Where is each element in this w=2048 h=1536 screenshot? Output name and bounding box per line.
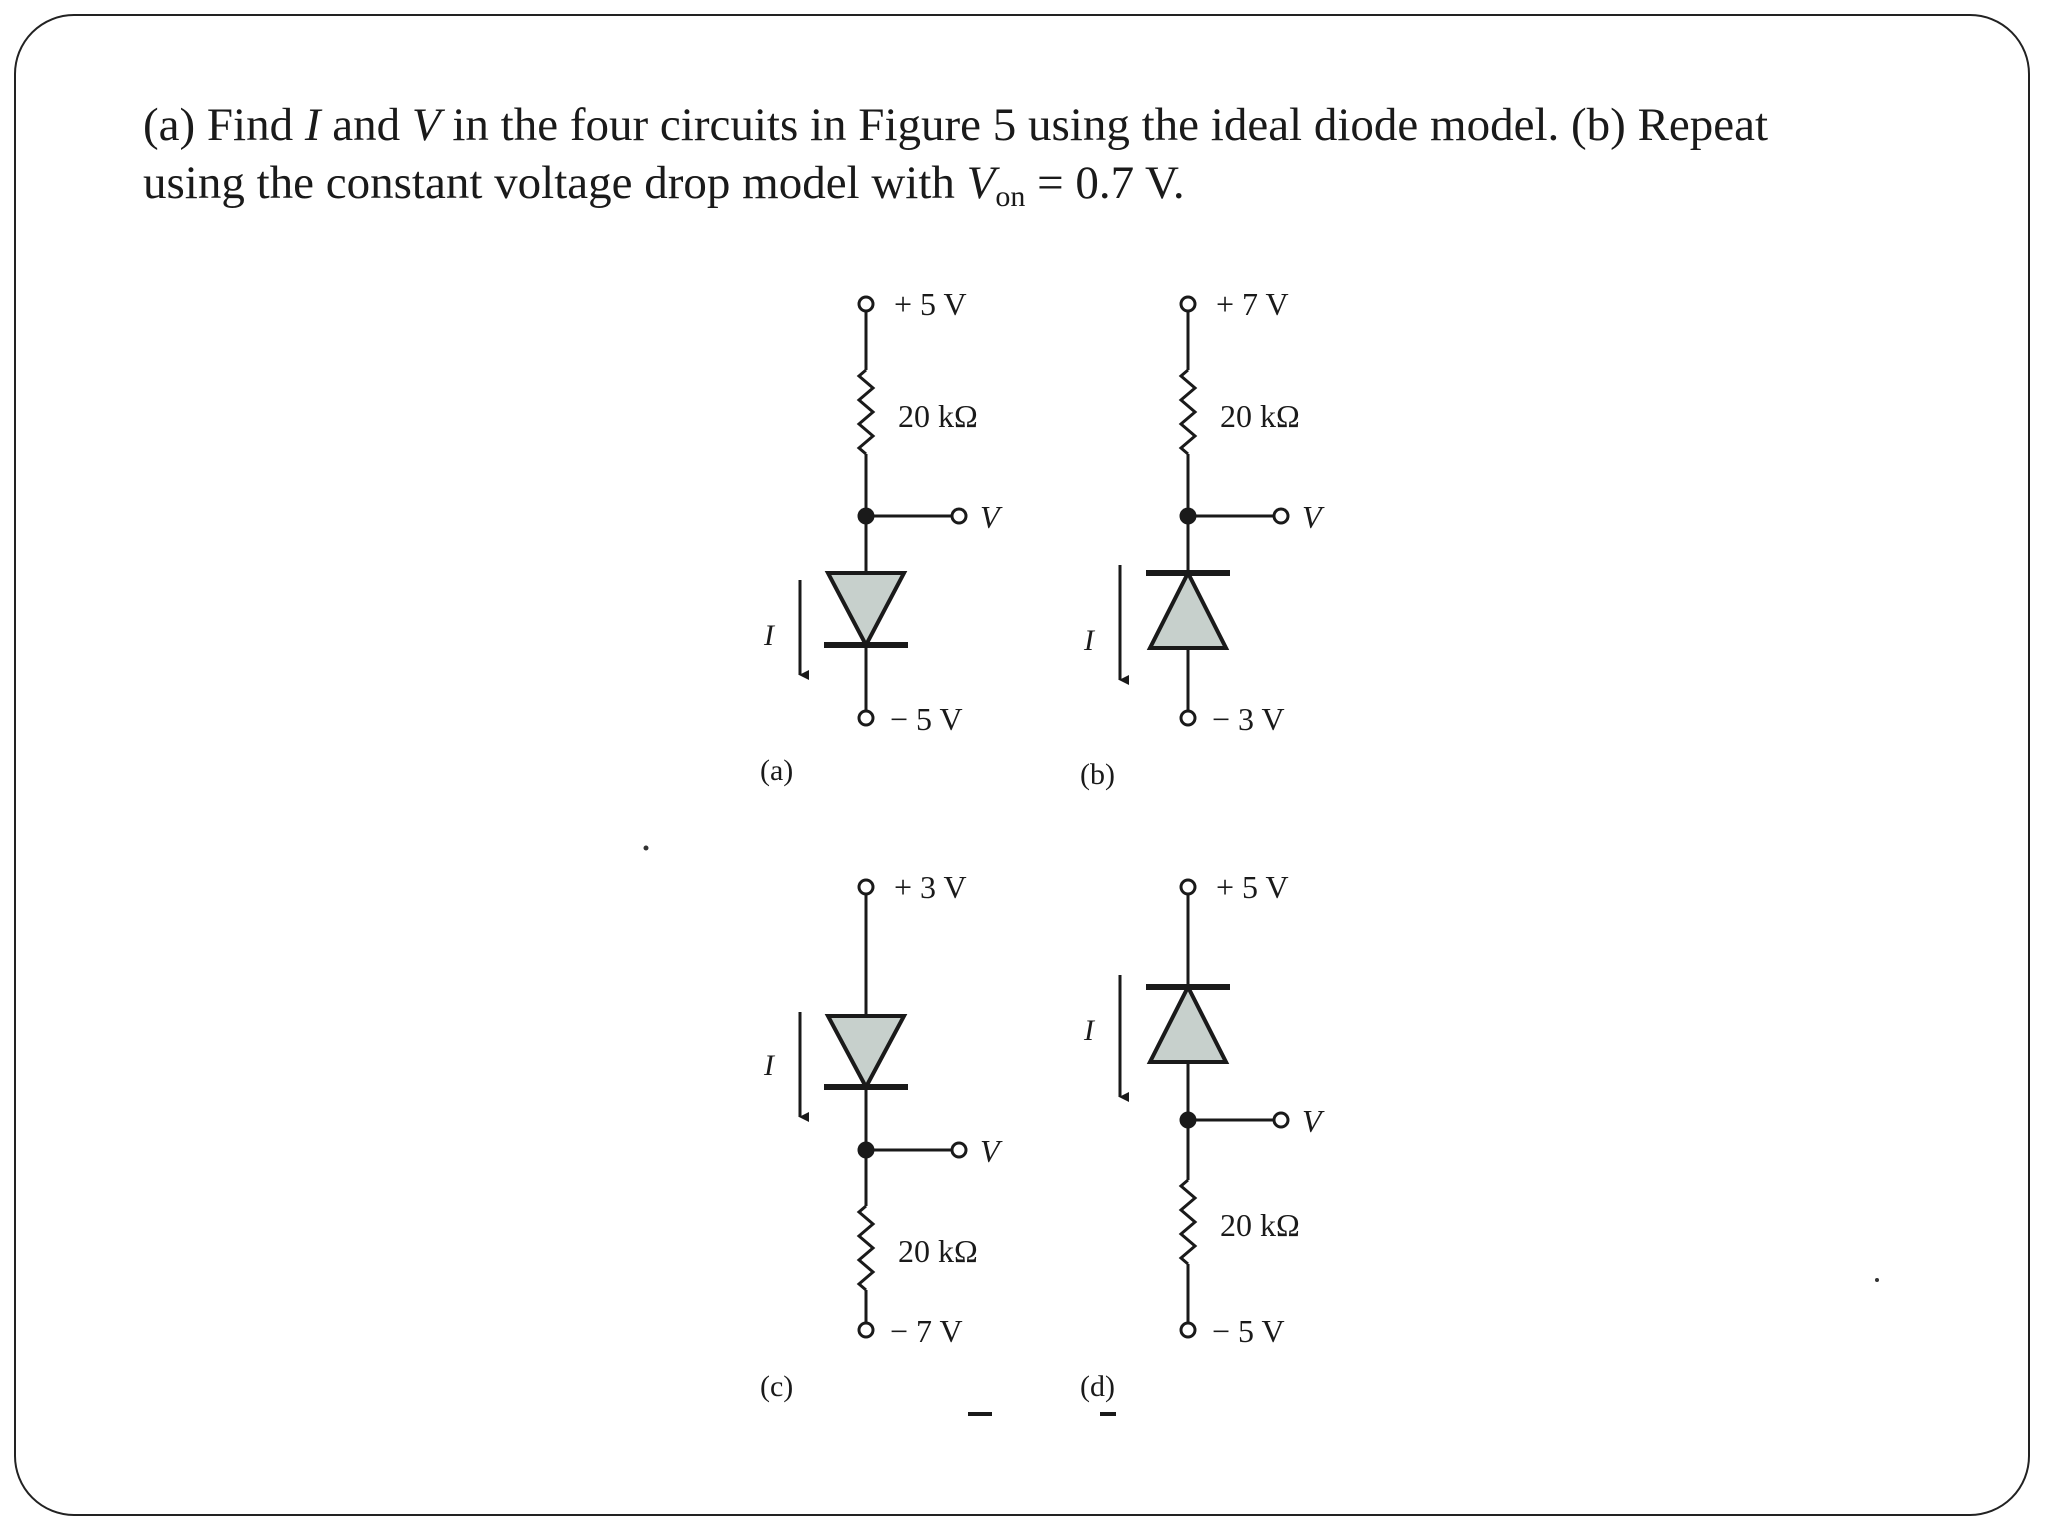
output-terminal (952, 1143, 966, 1157)
bottom-voltage-label: − 3 V (1212, 701, 1285, 737)
top-terminal (1181, 880, 1195, 894)
von-variable: V (966, 157, 996, 209)
node-voltage-label: V (980, 499, 1000, 535)
output-terminal (1274, 1113, 1288, 1127)
bottom-terminal (1181, 1323, 1195, 1337)
output-terminal (1274, 509, 1288, 523)
resistor (859, 370, 873, 454)
current-label: I (764, 1049, 774, 1082)
stray-dot (1875, 1278, 1879, 1282)
top-voltage-label: + 3 V (894, 869, 967, 905)
top-voltage-label: + 5 V (1216, 869, 1289, 905)
figure-caption: (c) (760, 1370, 794, 1403)
output-terminal (952, 509, 966, 523)
diode (828, 1016, 904, 1087)
top-voltage-label: + 5 V (894, 286, 967, 322)
circuit-d (1120, 880, 1288, 1337)
top-terminal (859, 297, 873, 311)
resistor-label: 20 kΩ (1220, 1207, 1300, 1243)
resistor (1181, 370, 1195, 454)
current-label: I (764, 619, 774, 652)
problem-text: using the constant voltage drop model with (143, 157, 967, 209)
resistor-label: 20 kΩ (898, 398, 978, 434)
resistor-label: 20 kΩ (1220, 398, 1300, 434)
figure-caption: (a) (760, 754, 794, 787)
problem-text: in the four circuits in Figure 5 using the ideal diode model. (b) Repeat (440, 99, 1769, 151)
diode (1150, 987, 1226, 1062)
diode (828, 573, 904, 645)
resistor (859, 1206, 873, 1290)
bottom-terminal (859, 711, 873, 725)
von-subscript: on (995, 180, 1026, 213)
top-terminal (859, 880, 873, 894)
top-voltage-label: + 7 V (1216, 286, 1289, 322)
diode (1150, 573, 1226, 648)
bottom-voltage-label: − 7 V (890, 1313, 963, 1349)
stray-dot (644, 846, 649, 851)
bottom-terminal (859, 1323, 873, 1337)
bottom-terminal (1181, 711, 1195, 725)
circuit-a (800, 297, 966, 725)
bottom-voltage-label: − 5 V (1212, 1313, 1285, 1349)
node-voltage-label: V (1302, 1103, 1322, 1139)
resistor (1181, 1180, 1195, 1264)
node-voltage-label: V (980, 1133, 1000, 1169)
voltage-variable: V (411, 99, 441, 151)
resistor-label: 20 kΩ (898, 1233, 978, 1269)
problem-text: (a) Find (143, 99, 305, 151)
top-terminal (1181, 297, 1195, 311)
problem-text: = 0.7 V. (1025, 157, 1185, 209)
current-variable: I (304, 99, 321, 151)
current-label: I (1084, 624, 1094, 657)
circuit-b (1120, 297, 1288, 725)
current-label: I (1084, 1014, 1094, 1047)
bottom-voltage-label: − 5 V (890, 701, 963, 737)
figure-caption: (d) (1080, 1370, 1115, 1403)
node-voltage-label: V (1302, 499, 1322, 535)
figure-caption: (b) (1080, 758, 1115, 791)
problem-text: and (320, 99, 412, 151)
